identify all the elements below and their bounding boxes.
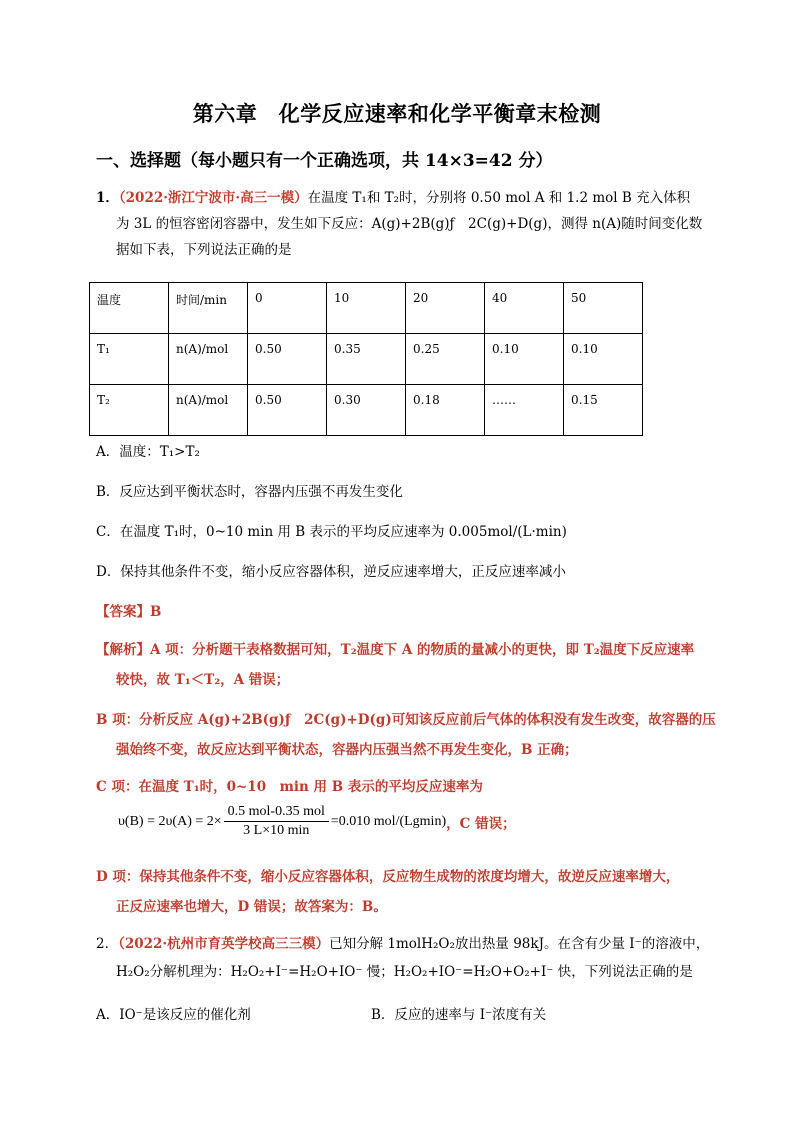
table-cell: 0.10 [564,334,643,385]
table-cell: 50 [564,283,643,334]
question-2-options [96,1003,696,1023]
analysis-a-line-2: 较快，故 T₁＜T₂，A 错误； [116,672,290,688]
table-row [90,385,643,436]
data-table [89,282,643,436]
analysis-d-line-2: 正反应速率也增大，D 错误；故答案为：B。 [116,899,387,915]
analysis-b-line-1: B 项：分析反应 A(g)+2B(g)ƒ 2C(g)+D(g)可知该反应前后气体的体积没有发生改变，故容器的压 [96,712,716,728]
formula-numerator: 0.5 mol-0.35 mol [224,804,329,822]
question-source: （2022·杭州市育英学校高三三模） [118,936,330,952]
option-b: B．反应达到平衡状态时，容器内压强不再发生变化 [96,484,403,500]
q2-option-a: A．IO⁻是该反应的催化剂 [96,1007,251,1023]
table-cell: 0.30 [327,385,406,436]
analysis-text: A 项：分析题干表格数据可知，T₂温度下 A 的物质的量减小的更快，即 T₂温度下反应速率 [150,642,695,658]
question-number: 1． [96,190,119,206]
table-cell: 0.10 [485,334,564,385]
option-c: C．在温度 T₁时，0~10 min 用 B 表示的平均反应速率为 0.005mol/(L·min) [96,524,567,540]
table-header-row [90,283,643,334]
question-2-line-1 [96,930,736,958]
table-row [90,334,643,385]
question-2-line-2: H₂O₂分解机理为：H₂O₂+I⁻=H₂O+IO⁻ 慢；H₂O₂+IO⁻=H₂O+O₂+I⁻ 快，下列说法正确的是 [116,964,693,980]
formula-denominator: 3 L×10 min [243,823,310,838]
table-cell: …… [485,385,564,436]
analysis-a-line-1 [96,635,716,665]
question-2 [96,930,736,986]
table-cell: 20 [406,283,485,334]
question-source: （2022·浙江宁波市·高三一模） [118,190,308,206]
analysis-b-line-2: 强始终不变，故反应达到平衡状态，容器内压强当然不再发生变化，B 正确； [116,742,578,758]
table-cell: 0.15 [564,385,643,436]
table-cell: T₂ [90,385,169,436]
analysis-a [96,635,716,695]
question-1-line-1 [96,185,716,211]
table-cell: 40 [485,283,564,334]
question-1-line-2: 为 3L 的恒容密闭容器中，发生如下反应：A(g)+2B(g)ƒ 2C(g)+D(g)，测得 n(A)随时间变化数 [116,216,703,232]
option-a: A．温度：T₁>T₂ [96,444,200,460]
table-cell: 0.50 [248,385,327,436]
question-text: 已知分解 1molH₂O₂放出热量 98kJ。在含有少量 I⁻的溶液中， [329,936,710,952]
table-cell: 0.35 [327,334,406,385]
formula-tail: ，C 错误； [446,815,516,832]
table-cell: 10 [327,283,406,334]
option-d: D．保持其他条件不变，缩小反应容器体积，逆反应速率增大，正反应速率减小 [96,564,566,580]
analysis-b [96,705,716,765]
table-cell: 0.25 [406,334,485,385]
section-heading: 一、选择题（每小题只有一个正确选项，共 14×3=42 分） [96,151,553,171]
rate-formula [118,804,516,839]
analysis-d [96,862,716,922]
formula-left: υ(B) = 2υ(A) = 2× [118,813,222,829]
question-number: 2． [96,936,119,952]
table-cell: 时间/min [169,283,248,334]
question-1 [96,185,716,263]
analysis-c: C 项：在温度 T₁时，0~10 min 用 B 表示的平均反应速率为 [96,779,483,795]
question-text: 在温度 T₁和 T₂时，分别将 0.50 mol A 和 1.2 mol B 充入体积 [307,190,691,206]
table-cell: n(A)/mol [169,334,248,385]
table-cell: n(A)/mol [169,385,248,436]
table-cell: T₁ [90,334,169,385]
q2-option-b: B．反应的速率与 I⁻浓度有关 [371,1007,547,1023]
table-cell: 0.18 [406,385,485,436]
table-cell: 0.50 [248,334,327,385]
answer: 【答案】B [96,604,162,620]
formula-right: =0.010 mol/(Lgmin) [330,813,447,829]
question-1-line-3: 据如下表，下列说法正确的是 [116,242,292,258]
table-cell: 温度 [90,283,169,334]
analysis-d-line-1: D 项：保持其他条件不变，缩小反应容器体积，反应物生成物的浓度均增大，故逆反应速率增大， [96,869,680,885]
table-cell: 0 [248,283,327,334]
analysis-label: 【解析】 [96,642,150,658]
formula-fraction [224,804,329,839]
page-title: 第六章 化学反应速率和化学平衡章末检测 [192,101,602,126]
